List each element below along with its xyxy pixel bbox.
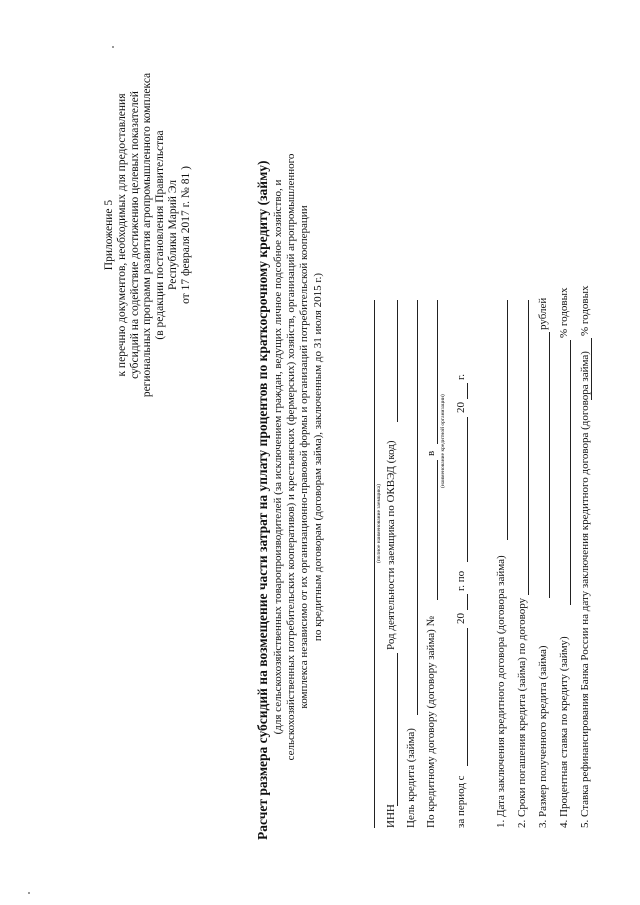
repayment-terms-field[interactable] bbox=[528, 300, 529, 595]
period-end-field[interactable] bbox=[467, 417, 468, 562]
scan-speck bbox=[112, 46, 114, 48]
period-g-po: г. по bbox=[455, 570, 467, 591]
period-g-end: г. bbox=[455, 373, 467, 380]
okved-label: Род деятельности заемщика по ОКВЭД (код) bbox=[385, 440, 397, 650]
item-credit-amount-unit: рублей bbox=[537, 297, 549, 330]
item-refinancing-rate: 5. Ставка рефинансирования Банка России на дату заключения кредитного договора (договора займа) bbox=[579, 351, 591, 828]
borrower-name-caption: (полное наименование заемщика) bbox=[376, 484, 382, 563]
appendix-title: Приложение 5 bbox=[103, 199, 115, 271]
credit-org-caption: (наименование кредитной организации) bbox=[440, 394, 446, 488]
period-start-field[interactable] bbox=[467, 628, 468, 766]
form-subtitle bbox=[272, 82, 325, 832]
credit-purpose-field[interactable] bbox=[417, 300, 418, 715]
period-from-label: за период с bbox=[455, 775, 467, 828]
period-year2-field[interactable] bbox=[467, 383, 468, 399]
refinancing-rate-field[interactable] bbox=[591, 338, 592, 400]
period-year1-field[interactable] bbox=[467, 594, 468, 610]
form-title: Расчет размера субсидий на возмещение части затрат на уплату процентов по краткосрочному кредиту (займу) bbox=[255, 160, 270, 840]
okved-field[interactable] bbox=[397, 300, 398, 422]
item-repayment-terms: 2. Сроки погашения кредита (займа) по договору bbox=[516, 597, 528, 828]
scan-speck bbox=[28, 892, 30, 894]
item-contract-date: 1. Дата заключения кредитного договора (договора займа) bbox=[495, 555, 507, 828]
appendix-line: региональных программ развития агропромышленного комплекса bbox=[141, 72, 154, 398]
subtitle-line: по кредитным договорам (договорам займа), заключенным до 31 июля 2015 г.) bbox=[311, 272, 324, 642]
appendix-line: (в редакции постановления Правительства bbox=[154, 130, 167, 340]
period-year2: 20 bbox=[455, 402, 467, 413]
item-credit-amount: 3. Размер полученного кредита (займа) bbox=[537, 645, 549, 828]
inn-field[interactable] bbox=[397, 653, 398, 806]
subtitle-line: сельскохозяйственных потребительских кооперативов) и крестьянских (фермерских) хозяйств, организаций агропромышленного bbox=[285, 153, 298, 761]
credit-amount-field[interactable] bbox=[549, 332, 550, 598]
credit-org-field[interactable] bbox=[437, 300, 438, 444]
in-label: в bbox=[425, 450, 437, 456]
appendix-header bbox=[103, 70, 193, 400]
interest-rate-field[interactable] bbox=[570, 340, 571, 605]
credit-purpose-label: Цель кредита (займа) bbox=[405, 728, 417, 828]
contract-date-field[interactable] bbox=[507, 300, 508, 540]
appendix-line: субсидий на содействие достижению целевых показателей bbox=[128, 91, 141, 379]
item-interest-rate-unit: % годовых bbox=[558, 287, 570, 338]
item-interest-rate: 4. Процентная ставка по кредиту (займу) bbox=[558, 636, 570, 828]
contract-number-field[interactable] bbox=[437, 460, 438, 600]
subtitle-line: (для сельскохозяйственных товаропроизводителей (за исключением граждан, ведущих личное подсобное хозяйство, и bbox=[272, 179, 284, 735]
item-refinancing-rate-unit: % годовых bbox=[579, 285, 591, 336]
appendix-date: от 17 февраля 2017 г. № 81 ) bbox=[179, 166, 192, 304]
subtitle-line: комплекса независимо от их организационно-правовой формы и организаций потребительской кооперации bbox=[298, 205, 311, 709]
period-year1: 20 bbox=[455, 613, 467, 624]
borrower-name-field[interactable] bbox=[374, 300, 375, 828]
appendix-line: к перечню документов, необходимых для предоставления bbox=[115, 93, 128, 377]
credit-contract-label: По кредитному договору (договору займа) № bbox=[425, 615, 437, 828]
appendix-line: Республики Марий Эл bbox=[166, 180, 179, 291]
inn-label: ИНН bbox=[385, 804, 397, 828]
